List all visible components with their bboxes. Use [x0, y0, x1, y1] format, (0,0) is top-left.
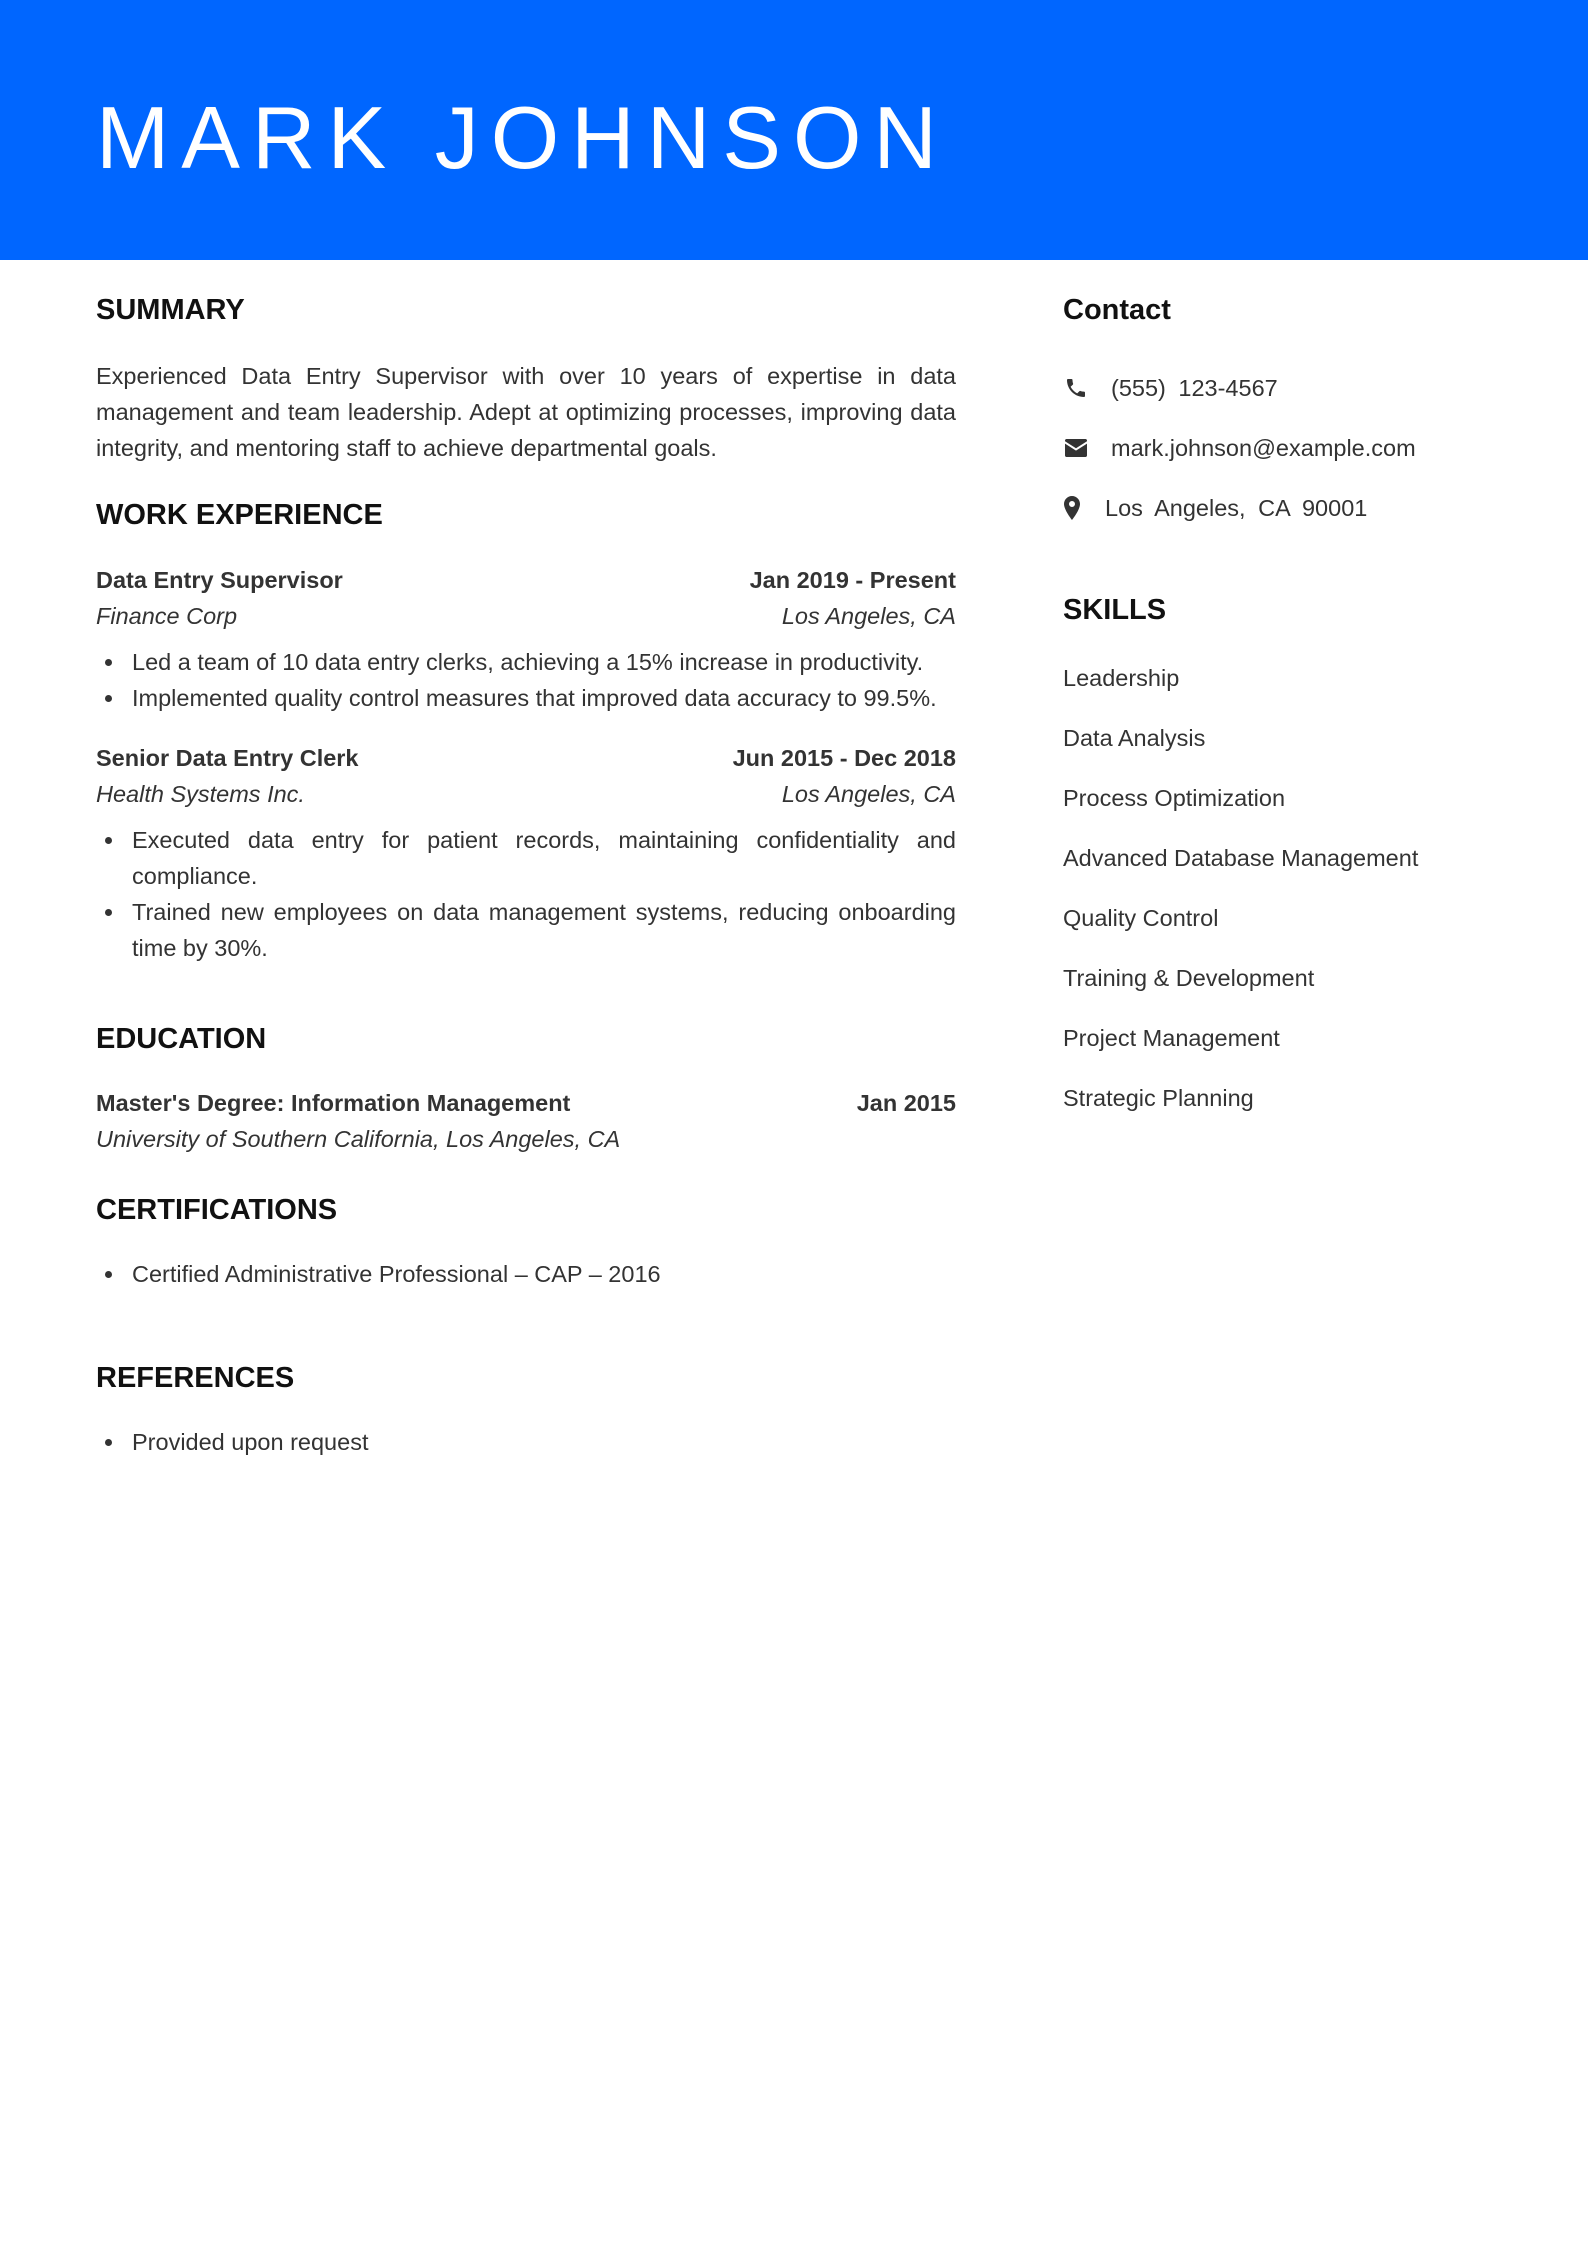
contact-location: [1063, 490, 1367, 526]
candidate-name: MARK JOHNSON: [96, 88, 949, 187]
certifications-section: [96, 1190, 956, 1292]
job-bullets: [96, 822, 956, 966]
job-title: Data Entry Supervisor: [96, 567, 343, 593]
skill-item: Leadership: [1063, 665, 1180, 691]
job-entry: [96, 740, 956, 966]
job-bullet: Implemented quality control measures that improved data accuracy to 99.5%.: [96, 680, 956, 716]
job-bullet: Led a team of 10 data entry clerks, achieving a 15% increase in productivity.: [96, 644, 956, 680]
job-title: Senior Data Entry Clerk: [96, 745, 359, 771]
header-banner: [0, 0, 1588, 260]
job-bullets: [96, 644, 956, 716]
skills-heading: SKILLS: [1063, 594, 1167, 626]
skill-item: Advanced Database Management: [1063, 845, 1419, 871]
job-dates: Jun 2015 - Dec 2018: [732, 745, 956, 771]
contact-email: [1063, 430, 1416, 466]
references-list: [96, 1424, 956, 1460]
email-text: mark.johnson@example.com: [1111, 435, 1416, 461]
references-heading: REFERENCES: [96, 1362, 295, 1394]
job-company: Health Systems Inc.: [96, 781, 305, 807]
references-section: [96, 1358, 956, 1460]
summary-section: [96, 290, 956, 466]
work-experience-section: [96, 495, 956, 966]
summary-text: Experienced Data Entry Supervisor with over 10 years of expertise in data management and team leadership. Adept at optimizing processes, improving data integrity, and mentoring staff to achieve departmental goals.: [96, 363, 956, 461]
job-dates: Jan 2019 - Present: [749, 567, 956, 593]
skill-item: Process Optimization: [1063, 785, 1286, 811]
skill-item: Quality Control: [1063, 905, 1219, 931]
skill-item: Strategic Planning: [1063, 1085, 1254, 1111]
job-bullet: Executed data entry for patient records, maintaining confidentiality and compliance.: [96, 822, 956, 894]
summary-heading: SUMMARY: [96, 294, 245, 326]
phone-icon: [1063, 375, 1089, 401]
job-entry: [96, 562, 956, 716]
degree-date: Jan 2015: [856, 1090, 956, 1116]
degree-title: Master's Degree: Information Management: [96, 1090, 571, 1116]
job-company: Finance Corp: [96, 603, 238, 629]
job-location: Los Angeles, CA: [781, 781, 956, 807]
school-name: University of Southern California, Los Angeles, CA: [96, 1126, 621, 1152]
location-text: Los Angeles, CA 90001: [1105, 495, 1368, 521]
education-heading: EDUCATION: [96, 1023, 267, 1055]
contact-heading: Contact: [1063, 294, 1171, 326]
education-section: [96, 1019, 956, 1157]
work-experience-heading: WORK EXPERIENCE: [96, 499, 383, 531]
skill-item: Project Management: [1063, 1025, 1280, 1051]
envelope-icon: [1063, 435, 1089, 461]
contact-phone: [1063, 370, 1278, 406]
certification-item: Certified Administrative Professional – CAP – 2016: [96, 1256, 956, 1292]
certifications-list: [96, 1256, 956, 1292]
job-bullet: Trained new employees on data management systems, reducing onboarding time by 30%.: [96, 894, 956, 966]
map-pin-icon: [1063, 495, 1081, 521]
skill-item: Data Analysis: [1063, 725, 1206, 751]
skill-item: Training & Development: [1063, 965, 1315, 991]
job-location: Los Angeles, CA: [781, 603, 956, 629]
reference-item: Provided upon request: [96, 1424, 956, 1460]
phone-text: (555) 123-4567: [1111, 375, 1278, 401]
certifications-heading: CERTIFICATIONS: [96, 1194, 338, 1226]
